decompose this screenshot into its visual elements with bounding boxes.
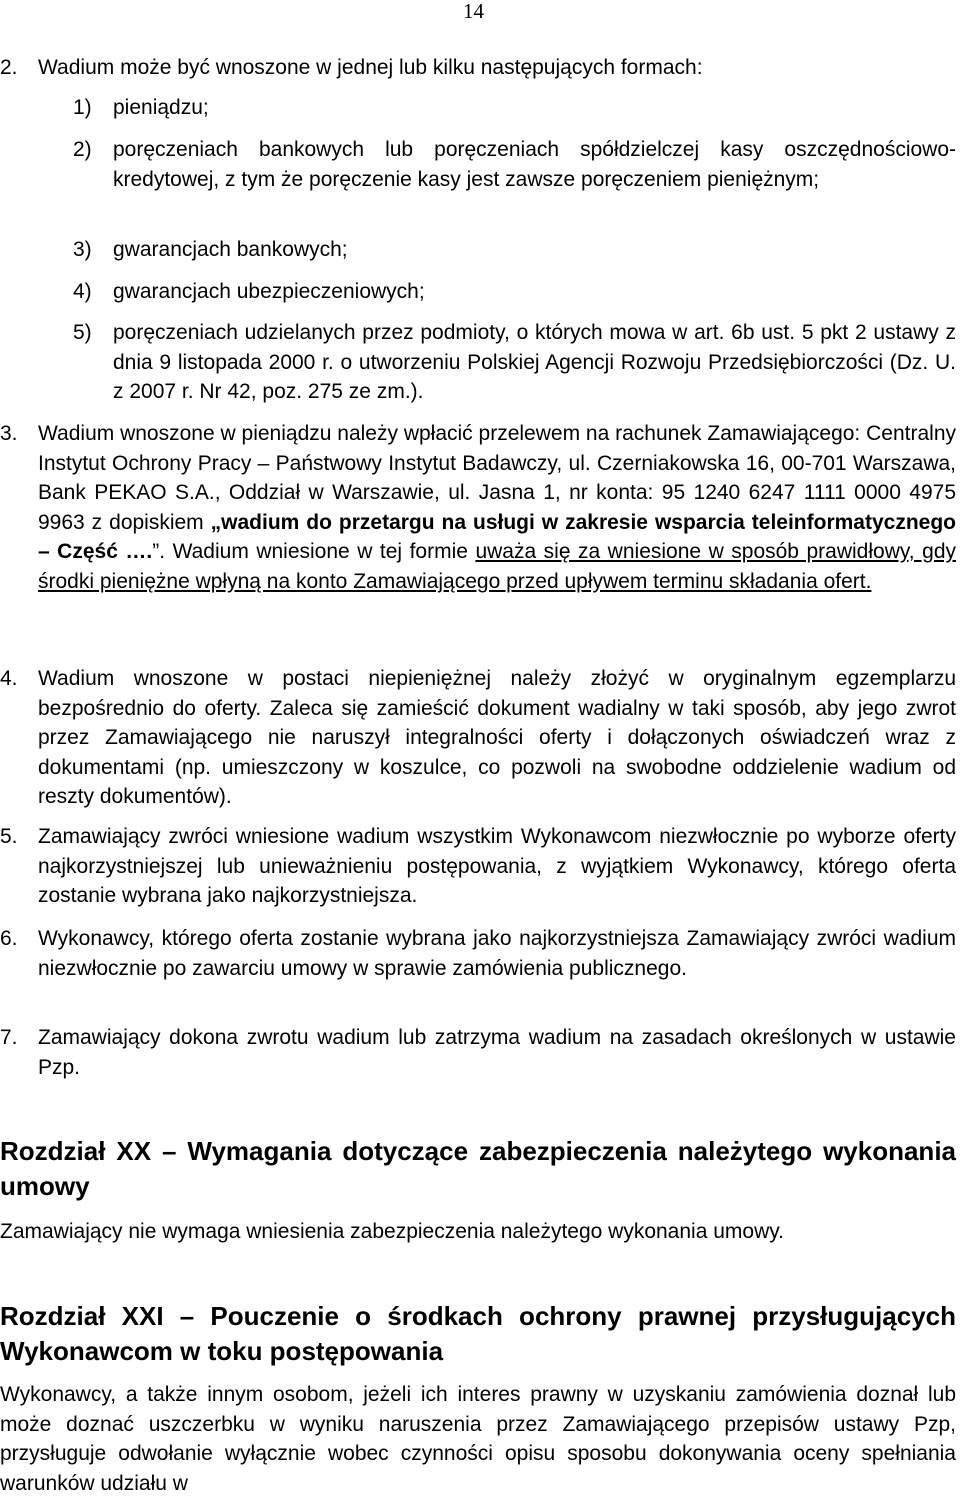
item-text: Zamawiający dokona zwrotu wadium lub zatrzyma wadium na zasadach określonych w ustawie Pzp. xyxy=(38,1026,956,1079)
sub-item-text: pieniądzu; xyxy=(113,96,209,119)
transfer-note: „wadium do przetargu na usługi w zakresie wsparcia teleinformatycznego – Część …. xyxy=(38,510,956,563)
sub-item-number: 2) xyxy=(73,138,92,161)
item-number: 5. xyxy=(0,825,18,848)
sub-item-4 xyxy=(73,277,956,307)
page-number: 14 xyxy=(463,0,484,23)
item-number: 4. xyxy=(0,667,18,690)
item-text xyxy=(38,419,956,596)
list-item-6 xyxy=(0,924,956,983)
list-item-3 xyxy=(0,419,956,596)
item-text: Wadium wnoszone w postaci niepieniężnej należy złożyć w oryginalnym egzemplarzu bezpośrednio do oferty. Zaleca się zamieścić dokument wadialny w taki sposób, aby jego zwrot przez Zamawiającego nie naruszył integralności oferty i dołączonych oświadczeń wraz z dokumentami (np. umieszczony w koszulce, co pozwoli na swobodne oddzielenie wadium od reszty dokumentów). xyxy=(38,667,956,808)
underlined-text: uważa się za wniesione w sposób prawidłowy, gdy środki pieniężne wpłyną na konto Zamawiającego przed upływem terminu składania ofert. xyxy=(38,540,956,593)
item-number: 2. xyxy=(0,56,18,79)
chapter-xx-text: Zamawiający nie wymaga wniesienia zabezpieczenia należytego wykonania umowy. xyxy=(0,1220,785,1243)
sub-item-text: poręczeniach bankowych lub poręczeniach spółdzielczej kasy oszczędnościowo-kredytowej, z tym że poręczenie kasy jest zawsze poręczeniem pieniężnym; xyxy=(113,138,956,191)
sub-item-text: poręczeniach udzielanych przez podmioty, o których mowa w art. 6b ust. 5 pkt 2 ustawy z dnia 9 listopada 2000 r. o utworzeniu Polskiej Agencji Rozwoju Przedsiębiorczości (Dz. U. z 2007 r. Nr 42, poz. 275 ze zm.). xyxy=(113,321,956,403)
sub-item-text: gwarancjach bankowych; xyxy=(113,238,348,261)
item-text-part: Wadium wnoszone w pieniądzu należy wpłacić przelewem na rachunek Zamawiającego: Centralny Instytut Ochrony Pracy – Państwowy Instytut Badawczy, ul. Czerniakowska 16, 00-701 Warszawa, Bank PEKAO S.A., Oddział w Warszawie, ul. Jasna 1, nr konta: 95 1240 6247 1111 0000 4975 9963 z dopiskiem xyxy=(38,422,956,534)
item-text: Wykonawcy, którego oferta zostanie wybrana jako najkorzystniejsza Zamawiający zwróci wadium niezwłocznie po zawarciu umowy w sprawie zamówienia publicznego. xyxy=(38,927,956,980)
sub-item-number: 3) xyxy=(73,238,92,261)
sub-item-number: 5) xyxy=(73,321,92,344)
sub-item-text: gwarancjach ubezpieczeniowych; xyxy=(113,280,425,303)
sub-item-1 xyxy=(73,93,956,123)
chapter-xxi-text: Wykonawcy, a także innym osobom, jeżeli ich interes prawny w uzyskaniu zamówienia doznał lub może doznać uszczerbku w wyniku naruszenia przez Zamawiającego przepisów ustawy Pzp, przysługuje odwołanie wyłącznie wobec czynności opisu sposobu dokonywania oceny spełniania warunków udziału w xyxy=(0,1383,956,1495)
sub-item-3 xyxy=(73,235,956,265)
item-text-part: ”. Wadium wniesione w tej formie xyxy=(152,540,476,563)
item-number: 6. xyxy=(0,927,18,950)
sub-item-number: 4) xyxy=(73,280,92,303)
sub-item-2 xyxy=(73,135,956,194)
sub-item-number: 1) xyxy=(73,96,92,119)
list-item-2 xyxy=(0,53,956,83)
item-number: 7. xyxy=(0,1026,18,1049)
list-item-5 xyxy=(0,822,956,911)
sub-item-5 xyxy=(73,318,956,407)
item-number: 3. xyxy=(0,422,18,445)
chapter-xx-heading: Rozdział XX – Wymagania dotyczące zabezpieczenia należytego wykonania umowy xyxy=(0,1136,956,1201)
item-text: Wadium może być wnoszone w jednej lub kilku następujących formach: xyxy=(38,56,703,79)
item-text: Zamawiający zwróci wniesione wadium wszystkim Wykonawcom niezwłocznie po wyborze oferty najkorzystniejszej lub unieważnieniu postępowania, z wyjątkiem Wykonawcy, którego oferta zostanie wybrana jako najkorzystniejsza. xyxy=(38,825,956,907)
list-item-4 xyxy=(0,664,956,812)
list-item-7 xyxy=(0,1023,956,1082)
chapter-xxi-heading: Rozdział XXI – Pouczenie o środkach ochrony prawnej przysługujących Wykonawcom w toku postępowania xyxy=(0,1301,956,1366)
